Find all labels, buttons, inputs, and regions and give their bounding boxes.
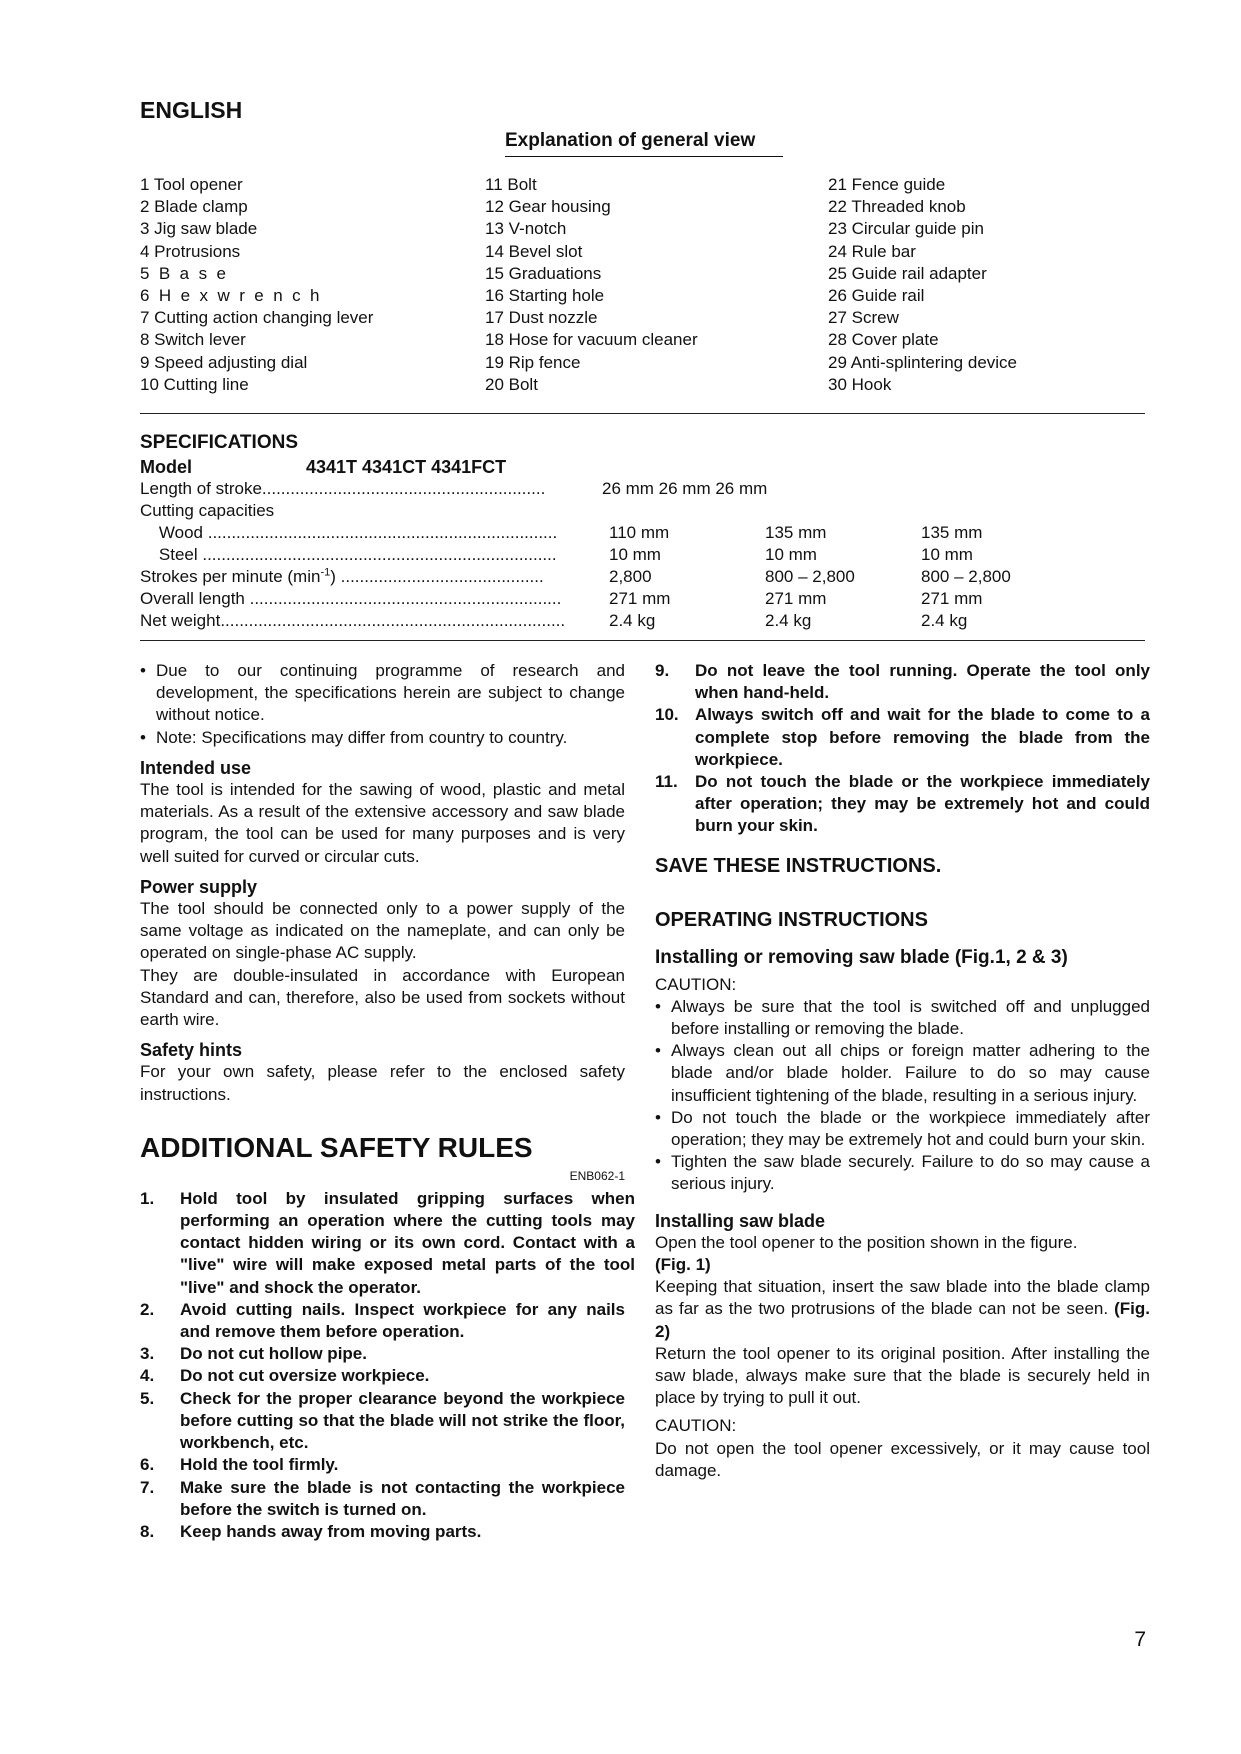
legend-item: 17 Dust nozzle: [485, 308, 598, 328]
save-instructions: SAVE THESE INSTRUCTIONS.: [655, 854, 942, 877]
legend-item: 30 Hook: [828, 374, 892, 394]
legend-item: 5 B a s e: [140, 263, 226, 283]
legend-column-1: [140, 174, 480, 396]
note-item: • Due to our continuing programme of research and development, the specifications herein are subject to change without notice.: [140, 660, 625, 727]
legend-item: 3 Jig saw blade: [140, 219, 258, 239]
legend-item: 7 Cutting action changing lever: [140, 308, 374, 328]
caution-item: • Tighten the saw blade securely. Failure to do so may cause a serious injury.: [655, 1151, 1150, 1195]
safety-rule: 3. Do not cut hollow pipe.: [140, 1344, 367, 1364]
caution-label: CAUTION:: [655, 974, 737, 994]
model-label: Model: [140, 457, 192, 477]
safety-rule: 11. Do not touch the blade or the workpiece immediately after operation; they may be extremely hot and could burn your skin.: [655, 772, 1150, 836]
legend-item: 6 H e x w r e n c h: [140, 285, 320, 305]
legend-item: 15 Graduations: [485, 263, 602, 283]
caution-item: • Do not touch the blade or the workpiece immediately after operation; they may be extremely hot and could burn your skin.: [655, 1107, 1150, 1151]
installing-saw-blade-title: Installing saw blade: [655, 1210, 826, 1231]
safety-rule: 6. Hold the tool firmly.: [140, 1455, 339, 1475]
legend-item: 10 Cutting line: [140, 374, 249, 394]
safety-rule: 1. Hold tool by insulated gripping surfaces when performing an operation where the cutting tools may contact hidden wiring or its own cord. Contact with a "live" wire will make exposed metal parts of the tool "live" and shock the operator.: [140, 1188, 635, 1297]
safety-hints-text: For your own safety, please refer to the enclosed safety instructions.: [140, 1062, 625, 1104]
rules-code: ENB062-1: [569, 1168, 625, 1183]
model-names: 4341T 4341CT 4341FCT: [306, 457, 507, 477]
legend-item: 4 Protrusions: [140, 241, 241, 261]
legend-column-2: [485, 174, 825, 396]
legend-item: 9 Speed adjusting dial: [140, 352, 308, 372]
legend-item: 12 Gear housing: [485, 197, 611, 217]
legend-item: 19 Rip fence: [485, 352, 581, 372]
caution-text: Do not open the tool opener excessively, or it may cause tool damage.: [655, 1438, 1150, 1480]
legend-item: 22 Threaded knob: [828, 197, 966, 217]
legend-item: 13 V-notch: [485, 219, 567, 239]
legend-item: 18 Hose for vacuum cleaner: [485, 330, 698, 350]
install-step: Return the tool opener to its original position. After installing the saw blade, always make sure that the blade is securely held in place by trying to pull it out.: [655, 1343, 1150, 1408]
power-supply-title: Power supply: [140, 876, 258, 897]
right-column: [655, 660, 1150, 1482]
caution-item: • Always be sure that the tool is switched off and unplugged before installing or removing the blade.: [655, 996, 1150, 1040]
legend-item: 21 Fence guide: [828, 175, 946, 194]
legend-item: 16 Starting hole: [485, 285, 605, 305]
legend-item: 2 Blade clamp: [140, 197, 248, 217]
legend-column-3: [828, 174, 1168, 396]
safety-rule: 7. Make sure the blade is not contacting the workpiece before the switch is turned on.: [140, 1477, 625, 1519]
safety-hints-title: Safety hints: [140, 1040, 243, 1061]
language-heading: ENGLISH: [140, 97, 243, 123]
intended-use-title: Intended use: [140, 757, 252, 778]
specifications-title: SPECIFICATIONS: [140, 432, 298, 453]
install-step: Open the tool opener to the position shown in the figure. (Fig. 1): [655, 1232, 1078, 1275]
power-supply-text: They are double-insulated in accordance with European Standard and can, therefore, also be used from sockets without earth wire.: [140, 965, 625, 1030]
install-remove-title: Installing or removing saw blade (Fig.1, 2 & 3): [655, 946, 1068, 968]
legend-item: 11 Bolt: [485, 175, 537, 194]
section-title: Explanation of general view: [505, 131, 783, 157]
caution-item: • Always clean out all chips or foreign matter adhering to the blade and/or blade holder. Failure to do so may cause insufficient tightening of the blade, resulting in a serious injury.: [655, 1040, 1150, 1107]
legend-item: 28 Cover plate: [828, 330, 939, 350]
legend-item: 27 Screw: [828, 308, 899, 328]
legend-item: 24 Rule bar: [828, 241, 916, 261]
legend-item: 29 Anti-splintering device: [828, 352, 1018, 372]
page-number: 7: [1134, 1628, 1146, 1651]
intended-use-text: The tool is intended for the sawing of wood, plastic and metal materials. As a result of the extensive accessory and saw blade program, the tool can be used for many purposes and is very well suited for curved or circular cuts.: [140, 780, 625, 866]
legend-item: 1 Tool opener: [140, 175, 243, 194]
safety-rule: 10. Always switch off and wait for the blade to come to a complete stop before removing the blade from the workpiece.: [655, 705, 1150, 769]
left-column: [140, 660, 635, 1543]
legend-item: 23 Circular guide pin: [828, 219, 984, 239]
safety-rule: 8. Keep hands away from moving parts.: [140, 1521, 482, 1541]
additional-safety-rules-title: ADDITIONAL SAFETY RULES: [140, 1131, 533, 1163]
divider: [140, 640, 1145, 641]
safety-rule: 5. Check for the proper clearance beyond the workpiece before cutting so that the blade will not strike the floor, workbench, etc.: [140, 1388, 625, 1453]
divider: [140, 413, 1145, 414]
caution-label: CAUTION:: [655, 1416, 737, 1436]
safety-rule: 2. Avoid cutting nails. Inspect workpiece for any nails and remove them before operation.: [140, 1299, 625, 1342]
legend-item: 20 Bolt: [485, 374, 538, 394]
legend-item: 26 Guide rail: [828, 285, 925, 305]
note-item: • Note: Specifications may differ from country to country.: [140, 727, 625, 749]
legend-item: 8 Switch lever: [140, 330, 246, 350]
install-step: Keeping that situation, insert the saw blade into the blade clamp as far as the two protrusions of the blade can not be seen. (Fig. 2): [655, 1277, 1150, 1341]
safety-rule: 4. Do not cut oversize workpiece.: [140, 1366, 430, 1386]
operating-instructions-title: OPERATING INSTRUCTIONS: [655, 908, 928, 931]
legend-item: 25 Guide rail adapter: [828, 263, 987, 283]
safety-rule: 9. Do not leave the tool running. Operate the tool only when hand-held.: [655, 661, 1150, 703]
legend-item: 14 Bevel slot: [485, 241, 583, 261]
power-supply-text: The tool should be connected only to a power supply of the same voltage as indicated on the nameplate, and can only be operated on single-phase AC supply.: [140, 899, 625, 963]
